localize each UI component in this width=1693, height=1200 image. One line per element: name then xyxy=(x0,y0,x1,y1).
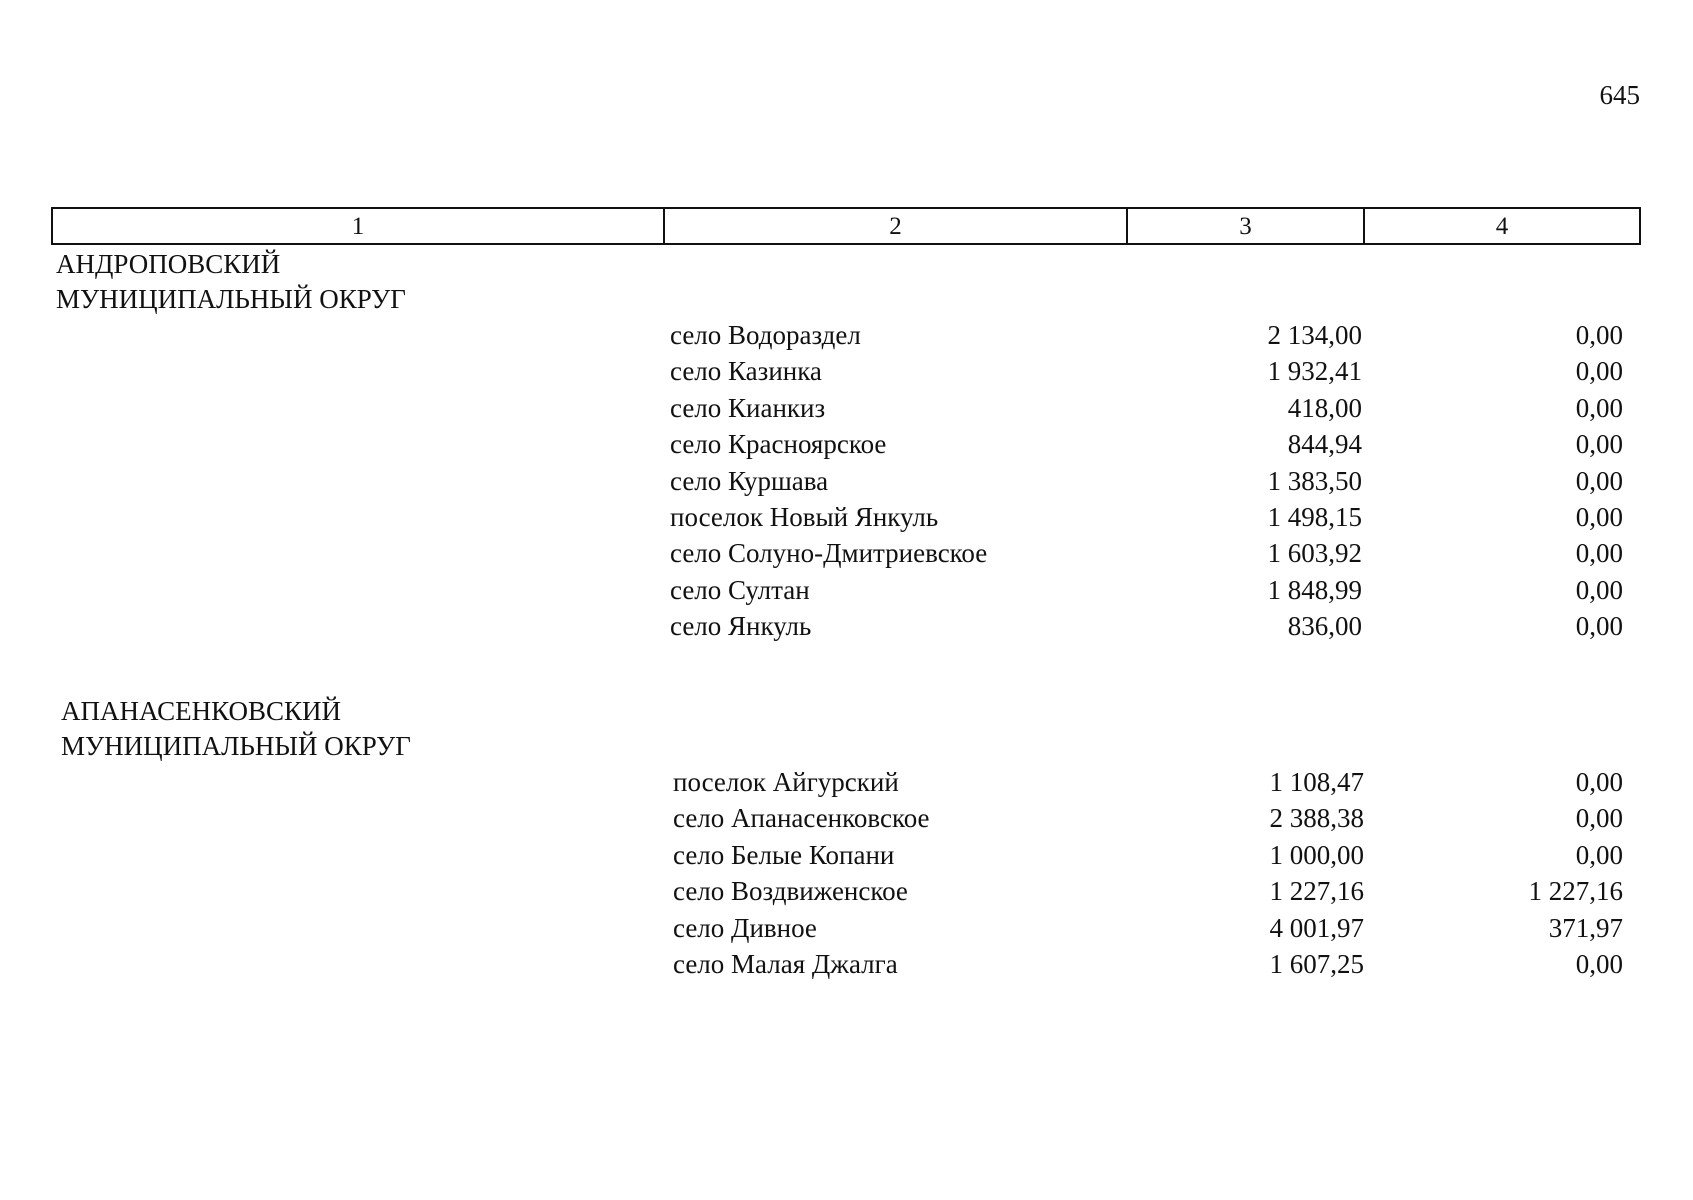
column-3-value: 2 388,38 xyxy=(1269,803,1364,834)
settlement-name: село Малая Джалга xyxy=(673,948,898,979)
page-number: 645 xyxy=(1599,80,1640,110)
table-row xyxy=(0,390,1693,426)
table-row xyxy=(0,426,1693,462)
settlement-list xyxy=(0,764,1693,982)
column-3-value: 1 603,92 xyxy=(1267,538,1362,569)
settlement-name: село Янкуль xyxy=(670,611,812,642)
column-4-value: 0,00 xyxy=(1575,320,1623,350)
column-4-value: 0,00 xyxy=(1575,574,1623,605)
column-4-value: 1 227,16 xyxy=(1528,876,1623,907)
column-3-value: 1 108,47 xyxy=(1269,767,1364,797)
table-row xyxy=(0,800,1693,836)
column-3-value: 1 383,50 xyxy=(1267,465,1362,496)
column-4-value: 371,97 xyxy=(1548,912,1623,943)
table-header xyxy=(51,207,1641,245)
settlement-name: село Солуно-Дмитриевское xyxy=(670,538,988,569)
settlement-list xyxy=(0,317,1693,645)
settlement-name: село Кианкиз xyxy=(670,392,826,423)
table-row xyxy=(0,837,1693,873)
table-row xyxy=(0,764,1693,800)
district-name-line: АНДРОПОВСКИЙ xyxy=(56,249,281,279)
column-4-value: 0,00 xyxy=(1575,611,1623,642)
table-row xyxy=(0,946,1693,982)
district-name-line: АПАНАСЕНКОВСКИЙ xyxy=(61,696,342,726)
column-3-value: 1 000,00 xyxy=(1269,839,1364,870)
column-3-value: 1 498,15 xyxy=(1267,501,1362,532)
column-3-value: 844,94 xyxy=(1287,429,1362,460)
settlement-name: село Куршава xyxy=(670,465,829,496)
column-header-3: 3 xyxy=(1128,209,1365,243)
column-3-value: 1 607,25 xyxy=(1269,948,1364,979)
column-header-4: 4 xyxy=(1495,213,1509,240)
table-row xyxy=(0,910,1693,946)
column-4-value: 0,00 xyxy=(1575,803,1623,834)
settlement-name: село Дивное xyxy=(673,912,817,943)
district-name-line: МУНИЦИПАЛЬНЫЙ ОКРУГ xyxy=(61,731,411,761)
column-4-value: 0,00 xyxy=(1575,356,1623,387)
column-3-value: 1 848,99 xyxy=(1267,574,1362,605)
column-4-value: 0,00 xyxy=(1575,465,1623,496)
column-3-value: 418,00 xyxy=(1287,392,1362,423)
settlement-name: село Султан xyxy=(670,574,810,605)
district-name-line: МУНИЦИПАЛЬНЫЙ ОКРУГ xyxy=(56,284,406,314)
column-3-value: 2 134,00 xyxy=(1267,320,1362,350)
settlement-name: село Белые Копани xyxy=(673,839,895,870)
settlement-name: село Воздвиженское xyxy=(673,876,908,907)
column-3-value: 1 932,41 xyxy=(1267,356,1362,387)
column-4-value: 0,00 xyxy=(1575,767,1623,797)
table-row xyxy=(0,873,1693,909)
table-row xyxy=(0,317,1693,353)
column-4-value: 0,00 xyxy=(1575,839,1623,870)
column-4-value: 0,00 xyxy=(1575,392,1623,423)
settlement-name: поселок Новый Янкуль xyxy=(670,501,939,532)
column-header-2: 2 xyxy=(665,209,1128,243)
table-row xyxy=(0,535,1693,571)
settlement-name: село Апанасенковское xyxy=(673,803,930,834)
settlement-name: село Красноярское xyxy=(670,429,887,460)
column-3-value: 1 227,16 xyxy=(1269,876,1364,907)
district-name xyxy=(61,694,411,764)
table-row xyxy=(0,353,1693,389)
column-4-value: 0,00 xyxy=(1575,501,1623,532)
district-name xyxy=(56,247,406,317)
column-4-value: 0,00 xyxy=(1575,429,1623,460)
column-4-value: 0,00 xyxy=(1575,948,1623,979)
settlement-name: поселок Айгурский xyxy=(673,767,899,797)
table-row xyxy=(0,572,1693,608)
column-3-value: 836,00 xyxy=(1287,611,1362,642)
table-row xyxy=(0,499,1693,535)
column-header-1: 1 xyxy=(53,209,665,243)
column-3-value: 4 001,97 xyxy=(1269,912,1364,943)
settlement-name: село Казинка xyxy=(670,356,822,387)
settlement-name: село Водораздел xyxy=(670,320,861,350)
column-4-value: 0,00 xyxy=(1575,538,1623,569)
table-row xyxy=(0,463,1693,499)
table-row xyxy=(0,608,1693,644)
